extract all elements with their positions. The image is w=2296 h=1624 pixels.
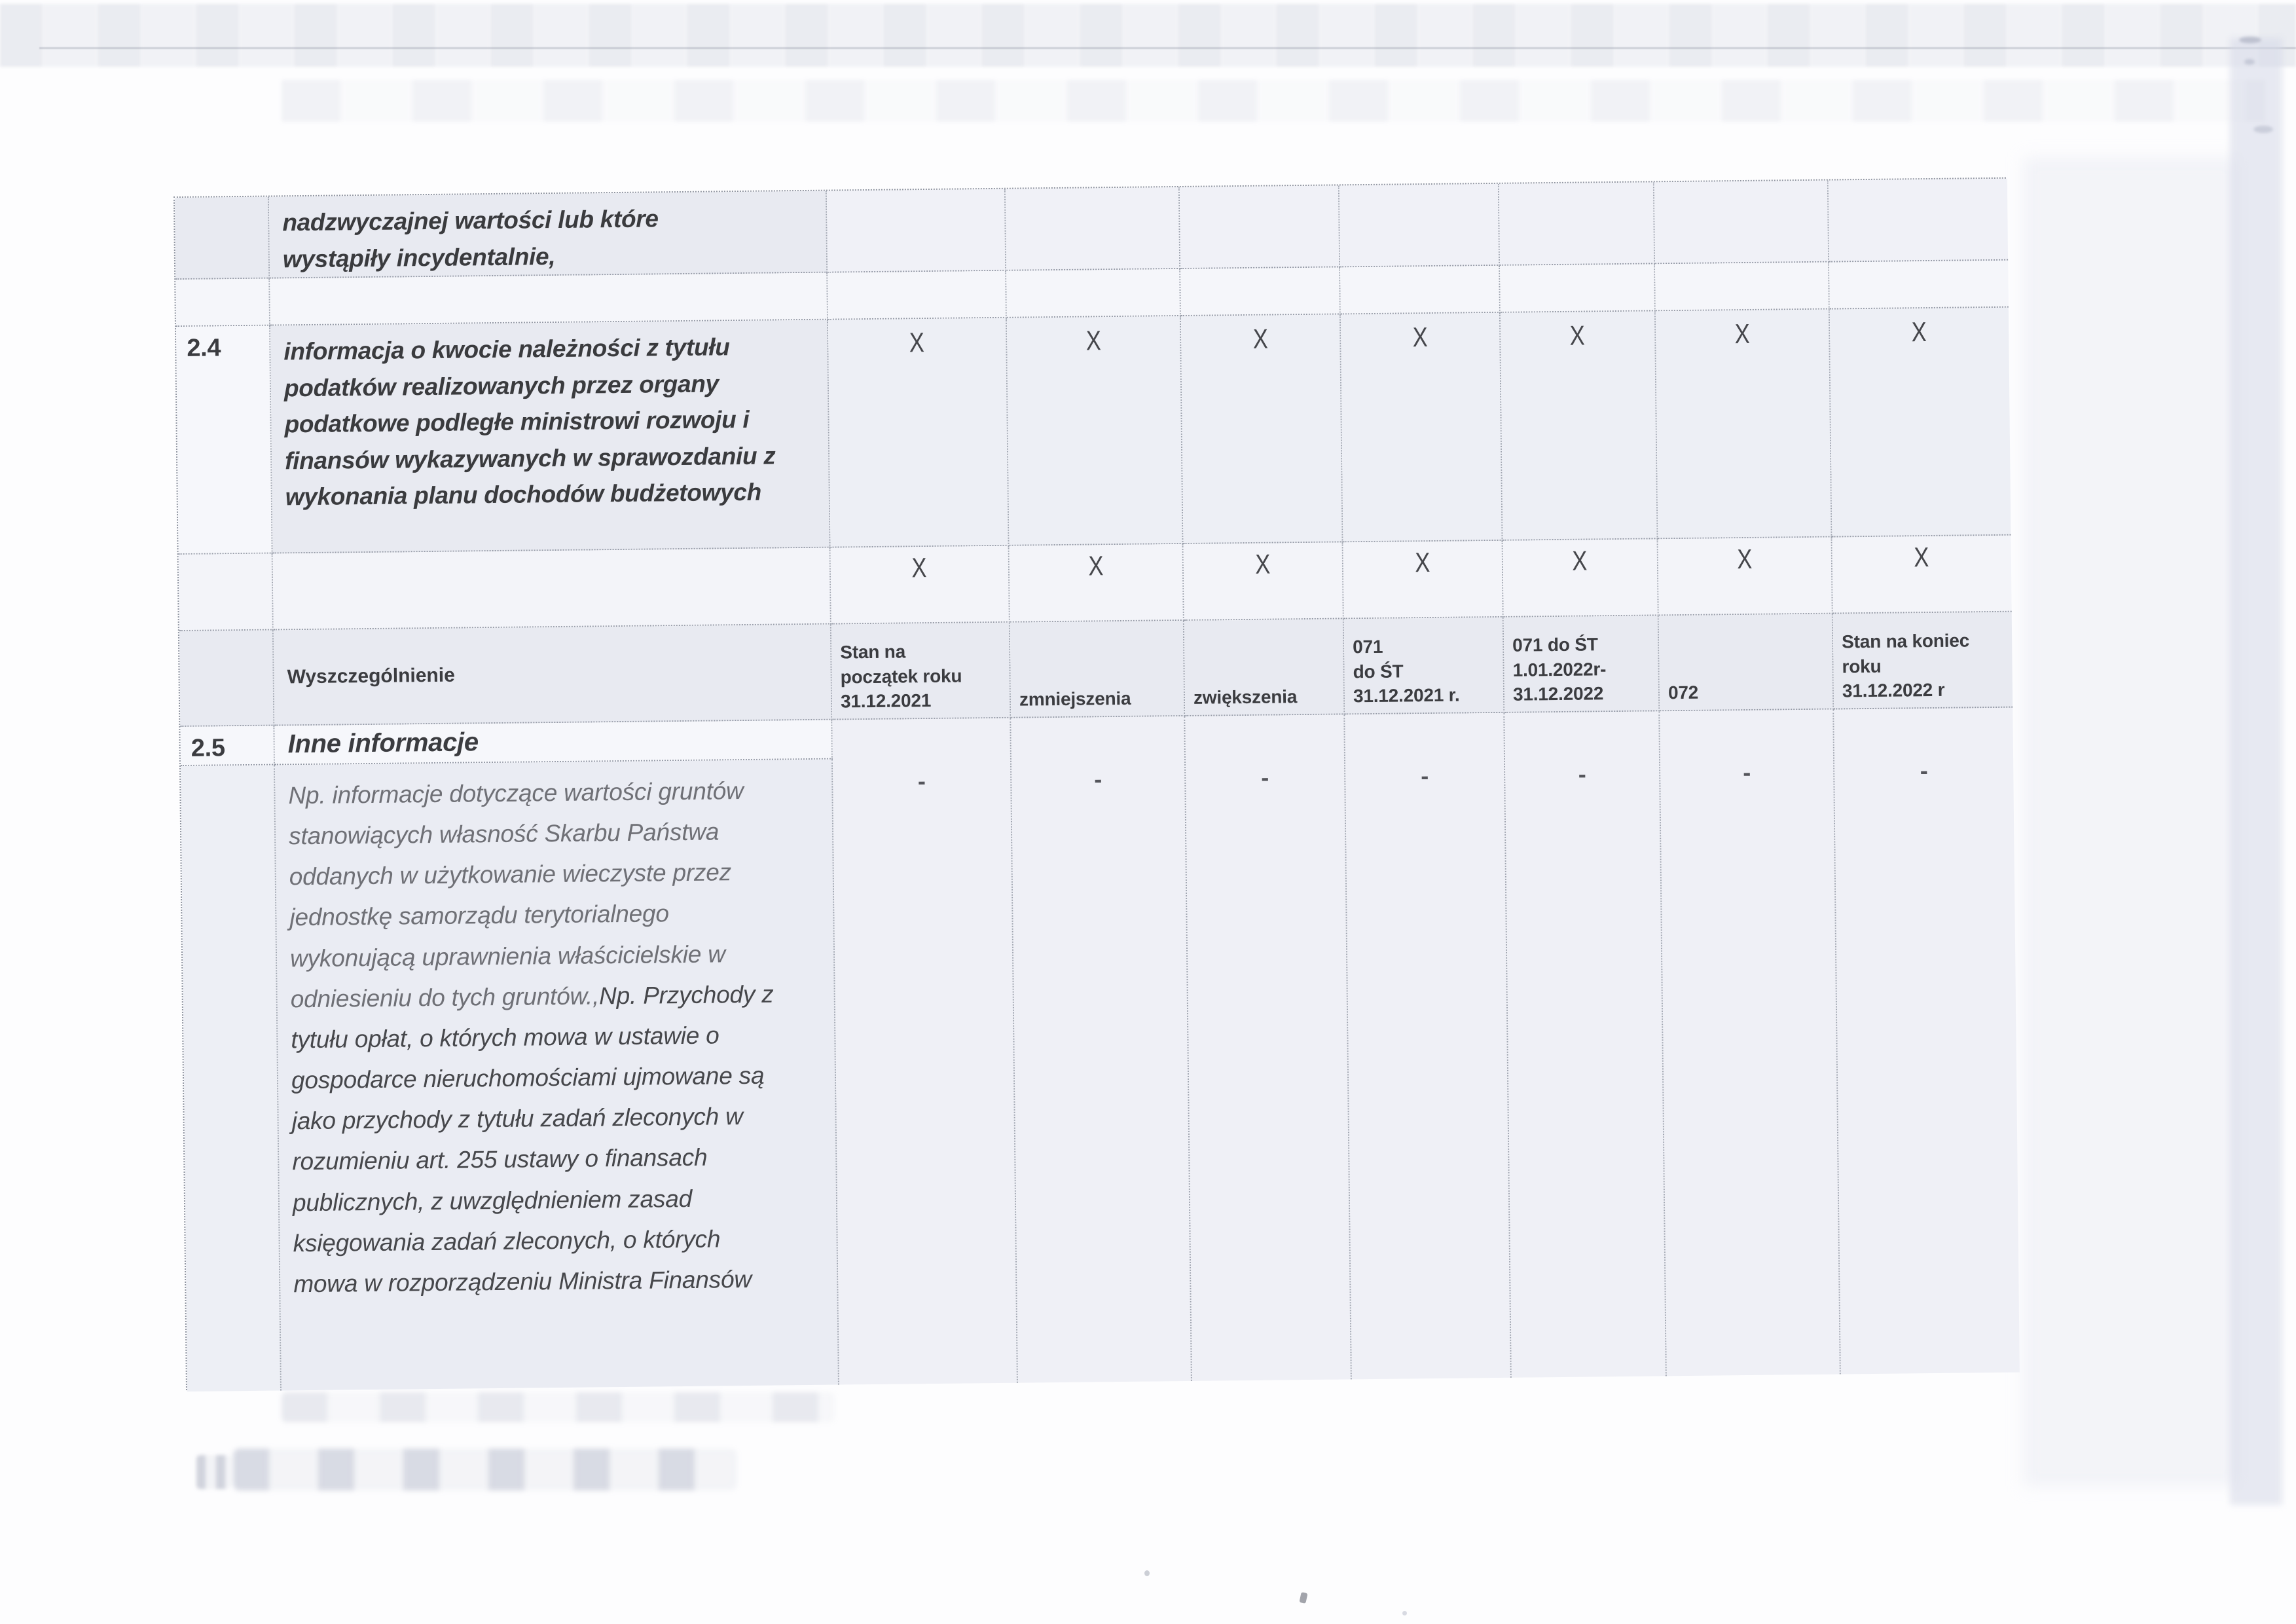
cell-header-number [179, 631, 275, 727]
desc-2-4-text: informacja o kwocie należności z tytułu podatków realizowanych przez organy podatkowe podległe ministrowi rozwoju i finansów wykazywanych w sprawozdaniu z wykonania planu dochodów budżetowych [283, 333, 776, 511]
cell-header-col-2: zmniejszenia [1010, 621, 1186, 718]
additional-information-table [173, 177, 2018, 1390]
cell-2-5-mark-6: - [1660, 710, 1841, 1376]
cell-empty [273, 548, 831, 631]
cell-empty [179, 554, 274, 632]
cell-2-4-mark-2 [1007, 316, 1184, 546]
scan-artifact-speck [1299, 1592, 1307, 1604]
cell-2-4-mark-5 [1501, 311, 1658, 540]
scan-artifact-top-band-2 [282, 80, 2265, 122]
cell-xrow-mark-3 [1184, 542, 1344, 621]
scan-artifact-squiggle [2239, 37, 2261, 43]
cell-header-col-3: zwiększenia [1184, 619, 1345, 716]
cell-header-col-5: 071 do ŚT 1.01.2022r- 31.12.2022 [1504, 616, 1660, 712]
cell-empty [1339, 184, 1500, 268]
cell-xrow-mark-2 [1010, 544, 1184, 623]
x-mark: X [1914, 542, 1930, 573]
cell-empty [1500, 264, 1656, 312]
cell-xrow-mark-7 [1832, 536, 2011, 614]
cell-empty [1829, 261, 2009, 310]
x-mark: X [1412, 322, 1428, 353]
cell-empty [1654, 181, 1829, 265]
cell-2-5-mark-7: - [1834, 708, 2020, 1375]
cell-empty [1340, 266, 1501, 315]
scan-artifact-right-band [2230, 38, 2282, 1505]
cell-desc-2-4 [270, 320, 831, 554]
cell-row-number-2-5: 2.5 [180, 726, 275, 767]
cell-carryover-number [175, 197, 270, 280]
cell-empty [1655, 263, 1830, 312]
scan-artifact-squiggle [2253, 126, 2273, 133]
x-mark: X [1255, 548, 1271, 580]
cell-carryover-desc [269, 191, 828, 279]
carryover-desc-text: nadzwyczajnej wartości lub które wystąpiły incydentalnie, [282, 205, 659, 272]
scan-artifact-speck [1402, 1611, 1407, 1615]
table-sheet [173, 177, 2018, 1390]
cell-empty [175, 279, 270, 327]
cell-2-4-mark-3 [1181, 314, 1343, 544]
cell-header-col-1: Stan na początek roku 31.12.2021 [831, 623, 1011, 720]
cell-detail-2-5 [275, 760, 839, 1391]
cell-empty [1829, 179, 2008, 263]
scan-artifact-bleed-text-2 [233, 1449, 737, 1490]
scan-artifact-right-tint [2023, 157, 2239, 1486]
cell-header-col-6: 072 [1659, 614, 1834, 712]
x-mark: X [909, 327, 925, 358]
cell-empty [1006, 187, 1180, 271]
x-mark: X [1085, 325, 1102, 356]
x-mark: X [1737, 543, 1753, 575]
detail-2-5-example-2: Np. Przychody z tytułu opłat, o których mowa w ustawie o gospodarce nieruchomościami ujmowane są jako przychody z tytułu zadań zleconych w rozumieniu art. 255 ustawy o finansach publicznych, z uwzględnieniem zasad księgowania zadań zleconych, o których mowa w rozporządzeniu Ministra Finansów [291, 980, 774, 1298]
cell-2-4-mark-6 [1656, 310, 1832, 540]
cell-empty [1499, 182, 1655, 265]
cell-2-5-mark-2: - [1011, 716, 1192, 1383]
cell-2-5-mark-4: - [1345, 713, 1512, 1379]
scan-artifact-squiggle [2244, 59, 2255, 65]
x-mark: X [1572, 545, 1588, 576]
x-mark: X [1415, 547, 1430, 578]
cell-empty [1006, 269, 1181, 318]
cell-2-4-mark-7 [1830, 308, 2011, 538]
scan-artifact-top-band [0, 4, 2296, 67]
cell-empty [1180, 185, 1340, 269]
scan-artifact-speck [1144, 1570, 1150, 1576]
detail-2-5-example-1: Np. informacje dotyczące wartości gruntów stanowiących własność Skarbu Państwa oddanych w użytkowanie wieczyste przez jednostkę samorządu terytorialnego wykonującą uprawnienia właścicielskie w odniesieniu do tych gruntów., [288, 777, 744, 1013]
scan-artifact-bleed-text-3 [196, 1455, 230, 1489]
cell-2-4-mark-4 [1341, 313, 1503, 543]
cell-empty [270, 273, 828, 326]
x-mark: X [1911, 316, 1927, 348]
cell-xrow-mark-1 [831, 546, 1010, 625]
cell-empty [828, 271, 1007, 320]
cell-header-specification: Wyszczególnienie [274, 625, 832, 726]
cell-title-2-5: Inne informacje [274, 720, 833, 766]
x-mark: X [1570, 320, 1586, 351]
cell-2-5-mark-1: - [832, 718, 1018, 1385]
cell-empty [181, 766, 282, 1392]
cell-xrow-mark-5 [1503, 539, 1659, 617]
cell-2-4-mark-1 [828, 318, 1010, 548]
cell-empty [1180, 267, 1341, 316]
cell-2-5-mark-5: - [1504, 711, 1667, 1377]
cell-empty [827, 189, 1006, 273]
scan-artifact-bleed-text-1 [282, 1392, 835, 1422]
x-mark: X [1088, 550, 1104, 581]
cell-row-number-2-4: 2.4 [176, 326, 273, 555]
x-mark: X [1252, 323, 1268, 354]
cell-header-col-7: Stan na koniec roku 31.12.2022 r [1833, 612, 2013, 710]
cell-header-col-4: 071 do ŚT 31.12.2021 r. [1344, 618, 1505, 715]
cell-xrow-mark-4 [1343, 541, 1504, 619]
cell-xrow-mark-6 [1658, 538, 1833, 616]
x-mark: X [1734, 318, 1750, 350]
scan-artifact-top-line [39, 47, 2296, 49]
x-mark: X [911, 552, 928, 583]
cell-2-5-mark-3: - [1185, 714, 1352, 1380]
